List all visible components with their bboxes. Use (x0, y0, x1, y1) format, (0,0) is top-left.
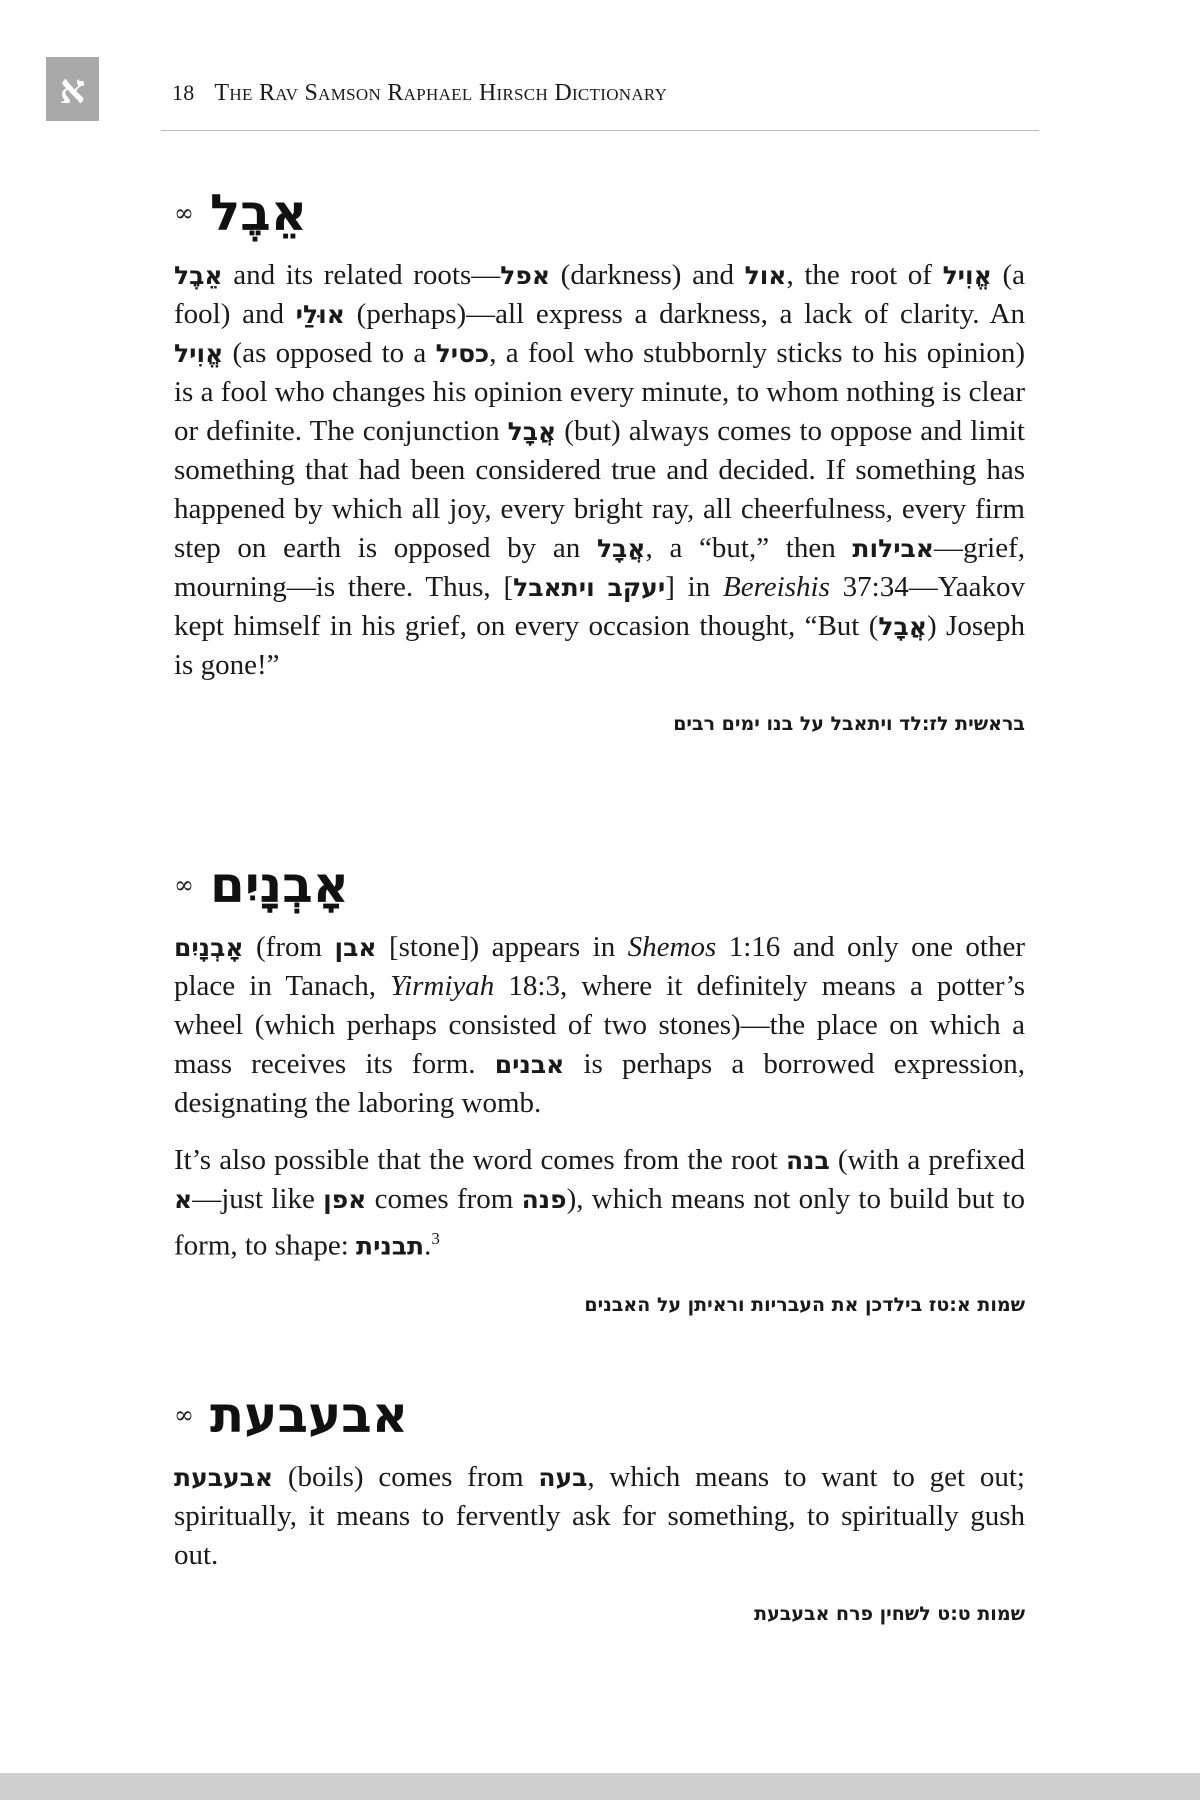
body-text: 37:34—Yaakov kept himself in his grief, on every occasion thought, “But ( (174, 571, 1026, 642)
body-text: (with a prefixed (829, 1144, 1026, 1176)
body-text (595, 571, 608, 603)
hebrew-term: א (174, 1185, 193, 1214)
flourish-ornament: ∞ (174, 199, 194, 227)
entry-avabuot (174, 1380, 1025, 1625)
body-text: (darkness) and (550, 259, 745, 291)
hebrew-term: ויתאבל (513, 573, 595, 602)
hebrew-term: אוּלַי (295, 300, 345, 329)
hebrew-term: אול (744, 261, 787, 290)
body-text: 1:16 and only one other place in Tanach, (174, 931, 1025, 1002)
hebrew-term: אפן (323, 1185, 367, 1214)
body-text: (from (243, 931, 335, 963)
body-text: (perhaps)—all express a darkness, a lack of clarity. An (344, 298, 1025, 330)
hebrew-term: אֲבָל (507, 417, 557, 446)
headword-row (174, 850, 1025, 920)
book-title: The Rav Samson Raphael Hirsch Dictionary (214, 80, 668, 106)
book-reference: Yirmiyah (390, 970, 495, 1002)
source-citation: שמות א:טז בילדכן את העבריות וראיתן על האבנים (584, 1293, 1025, 1316)
body-text: , a “but,” then (645, 532, 853, 564)
footnote-marker: 3 (431, 1229, 440, 1248)
hebrew-term: אֱוִיל (174, 339, 224, 368)
entry-paragraph (174, 256, 1025, 685)
headword: אֵבֶל (210, 184, 308, 242)
page-number: 18 (172, 80, 195, 105)
hebrew-term: אֱוִיל (942, 261, 992, 290)
hebrew-term: אבעבעת (174, 1463, 274, 1492)
body-text: and its related roots— (222, 259, 501, 291)
body-text: It’s also possible that the word comes from the root (174, 1144, 786, 1176)
body-text: (a fool) and (174, 259, 1025, 330)
headword-row (174, 1380, 1025, 1450)
hebrew-term: בעה (538, 1463, 588, 1492)
entry-paragraph (174, 1458, 1025, 1575)
book-reference: Shemos (627, 931, 717, 963)
hebrew-term: אבילות (852, 534, 934, 563)
body-text: , which means to want to get out; spiritually, it means to fervently ask for something, to spiritually gush out. (174, 1461, 1025, 1571)
hebrew-term: תבנית (356, 1231, 425, 1261)
entry-paragraph (174, 1141, 1025, 1266)
body-text: , a fool who stubbornly sticks to his opinion) is a fool who changes his opinion every minute, to whom nothing is clear or definite. The conjunction (174, 337, 1025, 447)
body-text: ), which means not only to build but to form, to shape: (174, 1183, 1025, 1262)
flourish-ornament: ∞ (174, 1401, 194, 1429)
body-text: comes from (366, 1183, 522, 1215)
hebrew-term: אפל (500, 261, 551, 290)
page-bottom-band (0, 1773, 1200, 1800)
body-text: ) Joseph is gone!” (174, 610, 1025, 681)
flourish-ornament: ∞ (174, 871, 194, 899)
header-rule (161, 130, 1039, 131)
headword-row (174, 178, 1025, 248)
body-text: —grief, mourning—is there. Thus, [ (174, 532, 1025, 603)
body-text: (boils) comes from (273, 1461, 539, 1493)
entry-evel (174, 178, 1025, 735)
hebrew-term: אֲבָל (596, 534, 646, 563)
hebrew-term: בנה (785, 1146, 830, 1175)
body-text: —just like (192, 1183, 324, 1215)
body-text: ] in (665, 571, 724, 603)
hebrew-term: אֲבָל (878, 612, 927, 641)
headword: אבעבעת (210, 1386, 409, 1444)
book-reference: Bereishis (723, 571, 830, 603)
body-text: [stone]) appears in (376, 931, 628, 963)
headword: אָבְנָיִם (210, 856, 350, 914)
body-text: (but) always comes to oppose and limit something that had been considered true and decided. If something has happened by which all joy, every bright ray, all cheerfulness, every firm step on earth is opposed by an (174, 415, 1025, 564)
running-head (172, 80, 667, 107)
body-text: , the root of (786, 259, 943, 291)
body-text: (as opposed to a (223, 337, 436, 369)
hebrew-term: כסיל (435, 339, 490, 368)
source-citation: שמות ט:ט לשחין פרח אבעבעת (754, 1603, 1025, 1625)
hebrew-term: אבן (334, 933, 377, 962)
body-text: 18:3, where it definitely means a potter’s wheel (which perhaps consisted of two stones)—the place on which a mass receives its form. (174, 970, 1025, 1080)
body-text: is perhaps a borrowed expression, designating the laboring womb. (174, 1048, 1025, 1119)
chapter-letter-tab: א (46, 57, 99, 121)
hebrew-term: פנה (521, 1185, 567, 1214)
entry-ovnayim (174, 850, 1025, 1316)
hebrew-term: אבנים (494, 1050, 565, 1079)
hebrew-term: אָבְנָיִם (174, 933, 244, 962)
hebrew-term: יעקב (607, 573, 666, 602)
hebrew-term: אֵבֶל (174, 261, 223, 290)
source-citation: בראשית לז:לד ויתאבל על בנו ימים רבים (673, 713, 1025, 735)
entry-paragraph (174, 928, 1025, 1123)
body-text: . (424, 1229, 432, 1262)
